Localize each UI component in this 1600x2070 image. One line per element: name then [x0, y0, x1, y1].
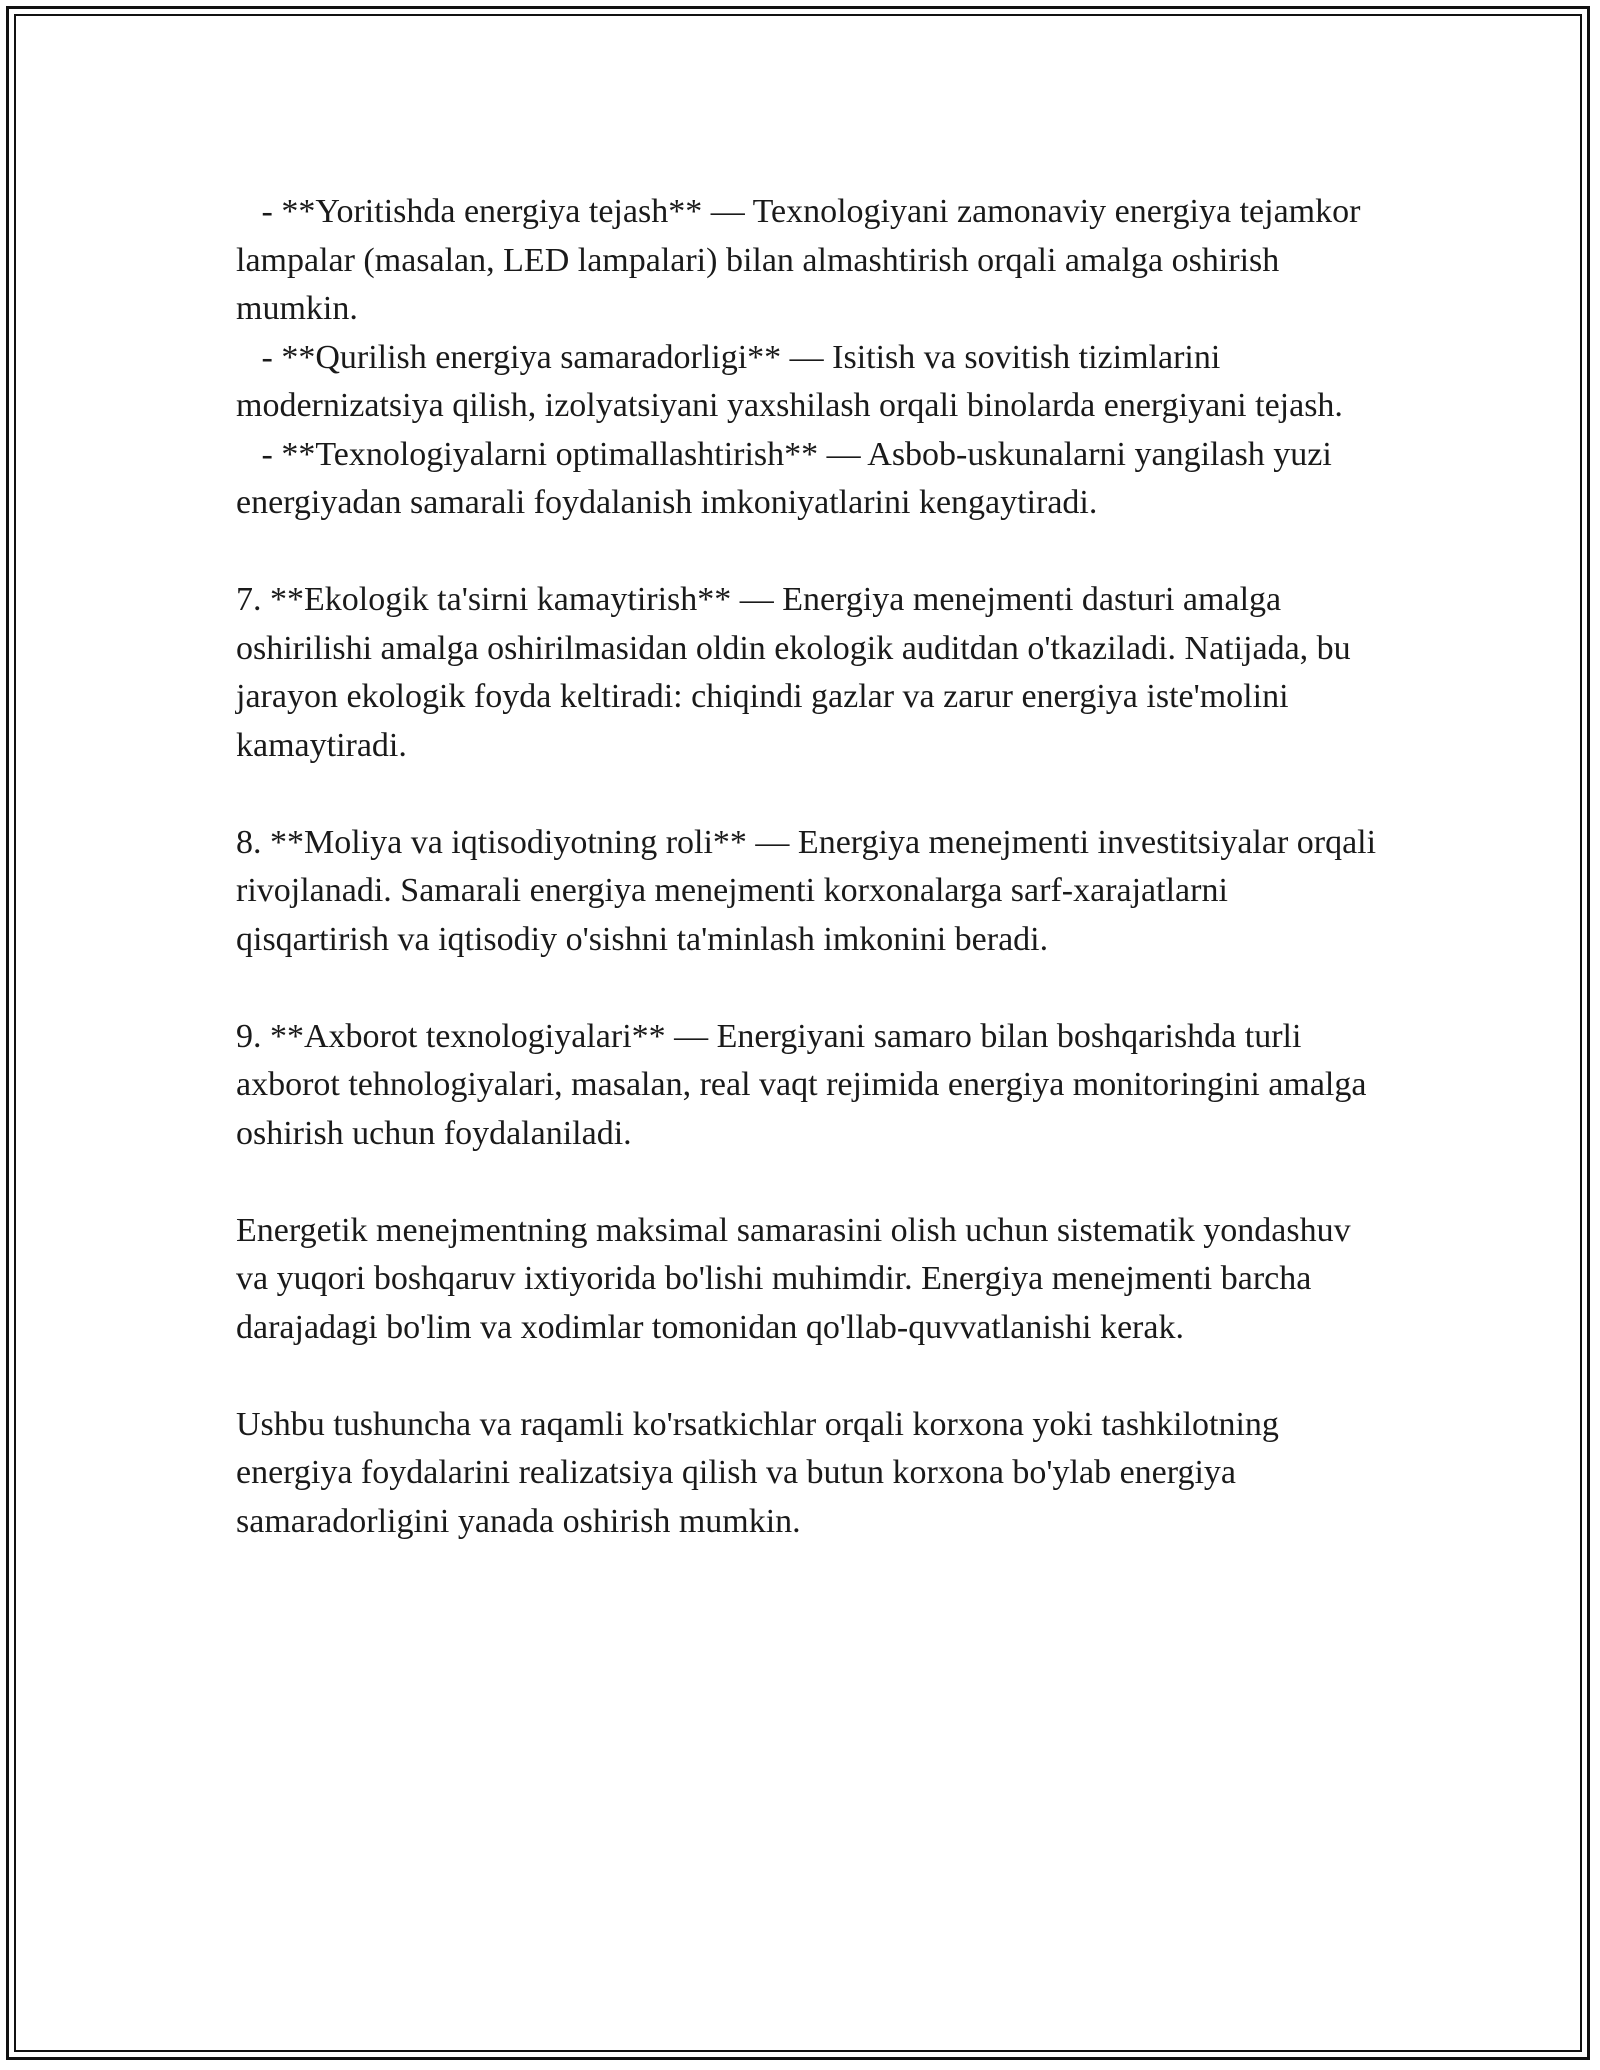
subitem-list	[236, 188, 1386, 528]
subitem-bullet: -	[236, 193, 282, 230]
subitem-text: **Qurilish energiya samaradorligi** — Isitish va sovitish tizimlarini modernizatsiya qilish, izolyatsiyani yaxshilash orqali binolarda energiyani tejash.	[236, 338, 1343, 424]
subitem-technology	[236, 431, 1386, 528]
paragraph-gap	[236, 770, 1386, 819]
paragraph-gap	[236, 1158, 1386, 1207]
paragraph-gap	[236, 964, 1386, 1013]
list-item-8: 8. **Moliya va iqtisodiyotning roli** — Energiya menejmenti investitsiyalar orqali rivojlanadi. Samarali energiya menejmenti korxonalarga sarf-xarajatlarni qisqartirish va iqtisodiy o'sishni ta'minlash imkonini beradi.	[236, 823, 1377, 958]
list-item-7: 7. **Ekologik ta'sirni kamaytirish** — Energiya menejmenti dasturi amalga oshirilishi amalga oshirilmasidan oldin ekologik auditdan o'tkaziladi. Natijada, bu jarayon ekologik foyda keltiradi: chiqindi gazlar va zarur energiya iste'molini kamaytiradi.	[236, 581, 1351, 764]
subitem-bullet: -	[236, 338, 282, 376]
list-item-9: 9. **Axborot texnologiyalari** — Energiyani samaro bilan boshqarishda turli axborot tehnologiyalari, masalan, real vaqt rejimida energiya monitoringini amalga oshirish uchun foydalaniladi.	[236, 1017, 1367, 1152]
paragraph-gap	[236, 1352, 1386, 1401]
conclusion-paragraph-1: Energetik menejmentning maksimal samarasini olish uchun sistematik yondashuv va yuqori boshqaruv ixtiyorida bo'lishi muhimdir. Energiya menejmenti barcha darajadagi bo'lim va xodimlar tomonidan qo'llab-quvvatlanishi kerak.	[236, 1211, 1351, 1346]
subitem-lighting	[236, 188, 1386, 334]
subitem-bullet: -	[236, 435, 282, 473]
subitem-building	[236, 334, 1386, 431]
paragraph-gap	[236, 528, 1386, 577]
document-body	[236, 188, 1386, 1546]
conclusion-paragraph-2: Ushbu tushuncha va raqamli ko'rsatkichlar orqali korxona yoki tashkilotning energiya foydalarini realizatsiya qilish va butun korxona bo'ylab energiya samaradorligini yanada oshirish mumkin.	[236, 1405, 1279, 1540]
subitem-text: **Texnologiyalarni optimallashtirish** — Asbob-uskunalarni yangilash yuzi energiyadan samarali foydalanish imkoniyatlarini kengaytiradi.	[236, 435, 1332, 521]
subitem-text: **Yoritishda energiya tejash** — Texnologiyani zamonaviy energiya tejamkor lampalar (masalan, LED lampalari) bilan almashtirish orqali amalga oshirish mumkin.	[236, 193, 1361, 327]
